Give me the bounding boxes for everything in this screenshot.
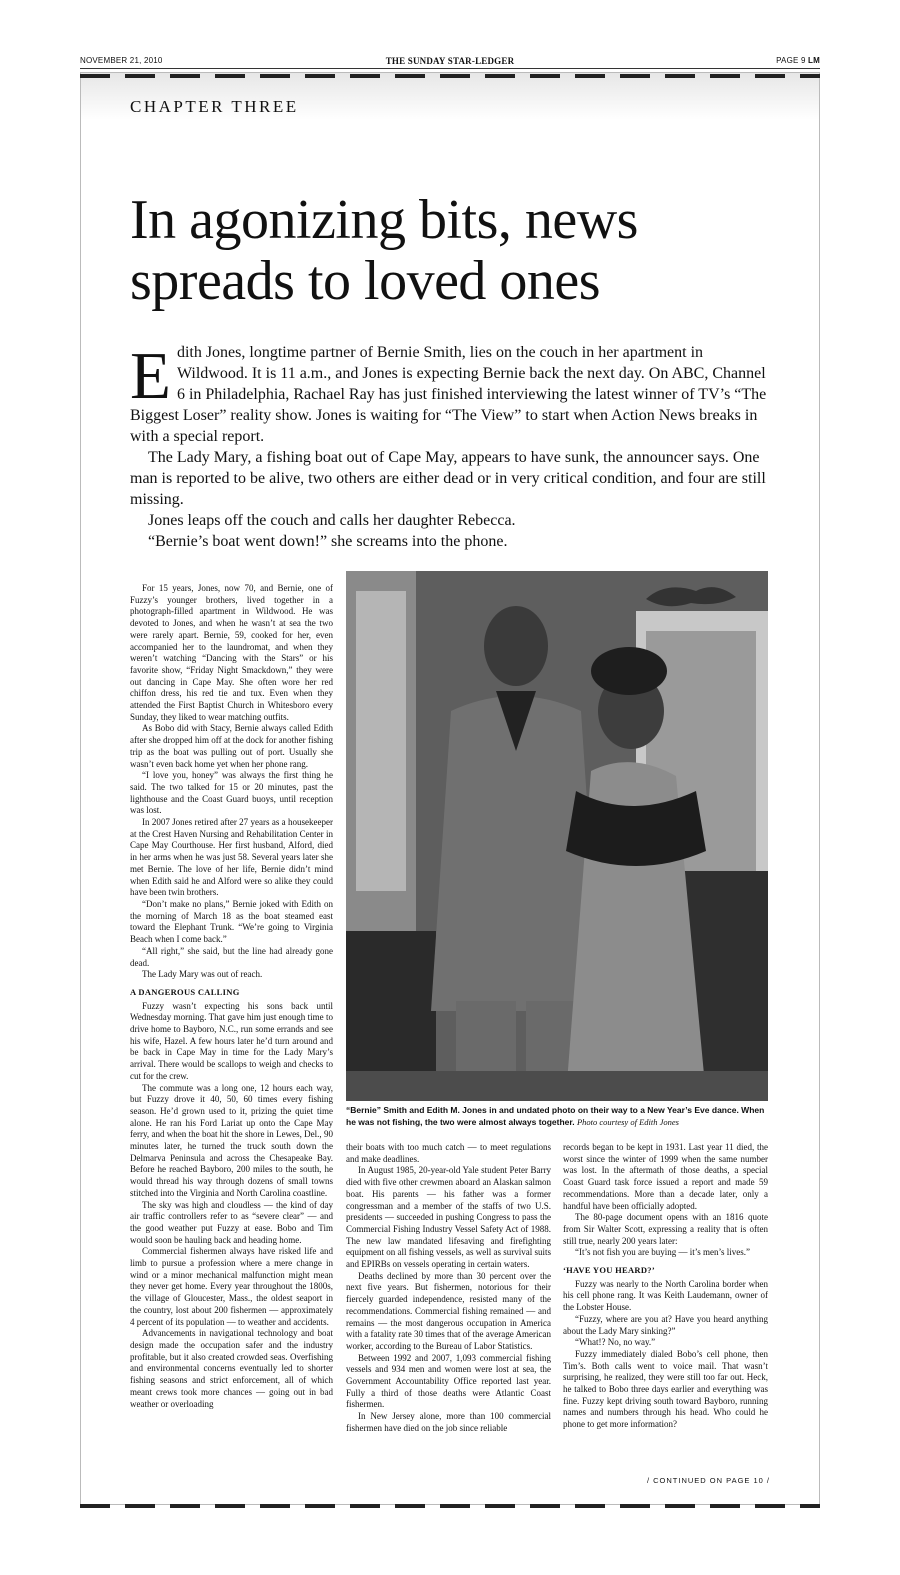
body-paragraph: records began to be kept in 1931. Last year 11 died, the worst since the winter of 1999 when the same number was lost. In the aftermath of those deaths, a special Coast Guard task force issued a report and made 59 recommendations. More than a decade later, only a handful have been officially adopted. [563, 1142, 768, 1211]
body-paragraph: “All right,” she said, but the line had already gone dead. [130, 945, 333, 968]
page-number: PAGE 9 LM [776, 56, 820, 65]
lede-paragraph: Jones leaps off the couch and calls her daughter Rebecca. [148, 512, 516, 529]
body-paragraph: Fuzzy immediately dialed Bobo’s cell phone, then Tim’s. Both calls went to voice mail. That wasn’t surprising, he realized, they were still too far out. Heck, he talked to Bobo three days earlier and everything was fine. Fuzzy kept driving south toward Bayboro, running names and numbers through his head. Who could he phone to get more information? [563, 1348, 768, 1430]
masthead-rule [80, 68, 820, 69]
couple-photo [346, 571, 768, 1101]
body-column-3 [563, 1142, 768, 1431]
body-paragraph: For 15 years, Jones, now 70, and Bernie, one of Fuzzy’s younger brothers, lived together in a photograph-filled apartment in Wildwood. He was devoted to Jones, and when he wasn’t at sea the two were rarely apart. Bernie, 59, cooked for her, even accompanied her to the laundromat, and when they weren’t watching “Dancing with the Stars” or his favorite show, “Friday Night Smackdown,” they were out dancing in Cape May. She often wore her red chiffon dress, his red tie and tux. Even when they attended the First Baptist Church in Whitesboro every Sunday, they liked to wear matching outfits. [130, 583, 333, 722]
lede [130, 339, 770, 552]
body-paragraph: “Don’t make no plans,” Bernie joked with Edith on the morning of March 18 as the boat steamed east toward the Elephant Trunk. “We’re going to Virginia Beach when I come back.” [130, 898, 333, 945]
body-paragraph: “What!? No, no way.” [575, 1337, 656, 1348]
lede-paragraph: The Lady Mary, a fishing boat out of Cape May, appears to have sunk, the announcer says. One man is reported to be alive, two others are either dead or in very critical condition, and four are still missing. [130, 449, 766, 508]
lede-paragraph: Edith Jones, longtime partner of Bernie Smith, lies on the couch in her apartment in Wildwood. It is 11 a.m., and Jones is expecting Bernie back the next day. On ABC, Channel 6 in Philadelphia, Rachael Ray has just finished interviewing the latest winner of TV’s “The Biggest Loser” reality show. Jones is waiting for “The View” to start when Action News breaks in with a special report. [130, 339, 767, 445]
drop-cap: E [130, 339, 171, 413]
lede-paragraph: “Bernie’s boat went down!” she screams into the phone. [148, 533, 508, 550]
newspaper-name: THE SUNDAY STAR-LEDGER [385, 56, 515, 66]
body-column-1 [130, 583, 333, 1410]
continued-link[interactable]: / CONTINUED ON PAGE 10 / [646, 1476, 770, 1485]
body-paragraph: In August 1985, 20-year-old Yale student Peter Barry died with five other crewmen aboard an Alaskan salmon boat. His parents — his father was a former congressman and a member of the staffs of two U.S. presidents — succeeded in pushing Congress to pass the Commercial Fishing Industry Vessel Safety Act of 1988. The new law mandated lifesaving and firefighting equipment on all fishing vessels, as well as survival suits and EPIRBs on vessels operating in certain waters. [346, 1165, 551, 1270]
photo-credit: Photo courtesy of Edith Jones [576, 1117, 679, 1127]
couple-photo-illustration [346, 571, 768, 1101]
subhead-dangerous-calling: A DANGEROUS CALLING [130, 986, 240, 997]
body-paragraph: In 2007 Jones retired after 27 years as a housekeeper at the Crest Haven Nursing and Rehabilitation Center in Cape May Courthouse. Her first husband, Alford, died in her arms when he was just 58. Several years later she met Bernie. The love of her life, Bernie didn’t mind when Edith said he and Alford were so alike they could have been twin brothers. [130, 817, 333, 898]
body-paragraph: In New Jersey alone, more than 100 commercial fishermen have died on the job since reliable [346, 1411, 551, 1433]
body-paragraph: The commute was a long one, 12 hours each way, but Fuzzy drove it 40, 50, 60 times every fishing season. He’d grown used to it, prizing the quiet time alone. He ran his Ford Lariat up onto the Cape May ferry, and when the boat hit the shore in Lewes, Del., 90 minutes later, he turned the truck south down the Delmarva Peninsula and across the Chesapeake Bay. Before he reached Bayboro, 200 miles to the south, he would thread his way through dozens of small towns stitched into the Virginia and North Carolina coastline. [130, 1082, 333, 1198]
body-paragraph: “I love you, honey” was always the first thing he said. The two talked for 15 or 20 minutes, past the lighthouse and the Coast Guard buoys, until reception was lost. [130, 770, 333, 816]
body-paragraph: “Fuzzy, where are you at? Have you heard anything about the Lady Mary sinking?” [563, 1313, 768, 1336]
body-paragraph: The sky was high and cloudless — the kind of day air traffic controllers refer to as “severe clear” — and the good weather put Fuzzy at ease. Bobo and Tim would soon be hauling back and heading home. [130, 1199, 333, 1245]
top-dash-border [80, 74, 820, 78]
section-code: LM [808, 56, 820, 65]
chapter-label: CHAPTER THREE [130, 97, 299, 116]
body-paragraph: Advancements in navigational technology and boat design made the occupation safer and the industry profitable, but it also created crowded seas. Overfishing and environmental concerns eventually led to shorter fishing seasons and strict enforcement, all of which meant crews took more chances — going out in bad weather or overloading [130, 1328, 333, 1409]
body-paragraph: Between 1992 and 2007, 1,093 commercial fishing vessels and 934 men and women were lost at sea, the Government Accountability Office reported last year. Fully a third of those deaths were Atlantic Coast fishermen. [346, 1352, 551, 1410]
body-column-2 [346, 1142, 551, 1435]
body-paragraph: Commercial fishermen always have risked life and limb to pursue a profession where a mere change in wind or a minor mechanical malfunction might mean they never get home. Every year throughout the 1800s, the village of Gloucester, Mass., the oldest seaport in the country, lost about 200 fishermen — approximately 4 percent of its population — to weather and accidents. [130, 1246, 333, 1327]
headline: In agonizing bits, news spreads to loved ones [130, 189, 638, 312]
body-paragraph: Deaths declined by more than 30 percent over the next five years. But fishermen, notorious for their fiercely guarded independence, resisted many of the recommendations. Commercial fishing remained — and remains — the most dangerous occupation in America with a fatality rate 30 times that of the average American worker, according to the Bureau of Labor Statistics. [346, 1270, 551, 1351]
body-paragraph: As Bobo did with Stacy, Bernie always called Edith after she dropped him off at the dock for another fishing trip as the boat was pulling out of port. Usually she wasn’t even back home yet when her phone rang. [130, 723, 333, 769]
photo-caption: “Bernie” Smith and Edith M. Jones in and undated photo on their way to a New Year’s Eve dance. When he was not fishing, the two were almost always together. Photo courtesy of Edith Jones [346, 1105, 765, 1127]
subhead-have-you-heard: ‘HAVE YOU HEARD?’ [563, 1265, 655, 1276]
bottom-dash-border [80, 1504, 820, 1508]
body-paragraph: “It’s not fish you are buying — it’s men’s lives.” [575, 1247, 750, 1258]
issue-date: NOVEMBER 21, 2010 [80, 56, 163, 65]
body-paragraph: Fuzzy was nearly to the North Carolina border when his cell phone rang. It was Keith Laudemann, owner of the Lobster House. [563, 1278, 768, 1313]
body-paragraph: their boats with too much catch — to meet regulations and make deadlines. [346, 1142, 551, 1164]
body-paragraph: The Lady Mary was out of reach. [142, 969, 263, 980]
body-paragraph: Fuzzy wasn’t expecting his sons back until Wednesday morning. That gave him just enough time to drive home to Bayboro, N.C., run some errands and see his wife, Hazel. A few hours later he’d turn around and be back in Cape May in time for the Lady Mary’s arrival. There would be scallops to weigh and checks to cut for the crew. [130, 1000, 333, 1081]
body-paragraph: The 80-page document opens with an 1816 quote from Sir Walter Scott, expressing a reality that is often still true, nearly 200 years later: [563, 1212, 768, 1246]
